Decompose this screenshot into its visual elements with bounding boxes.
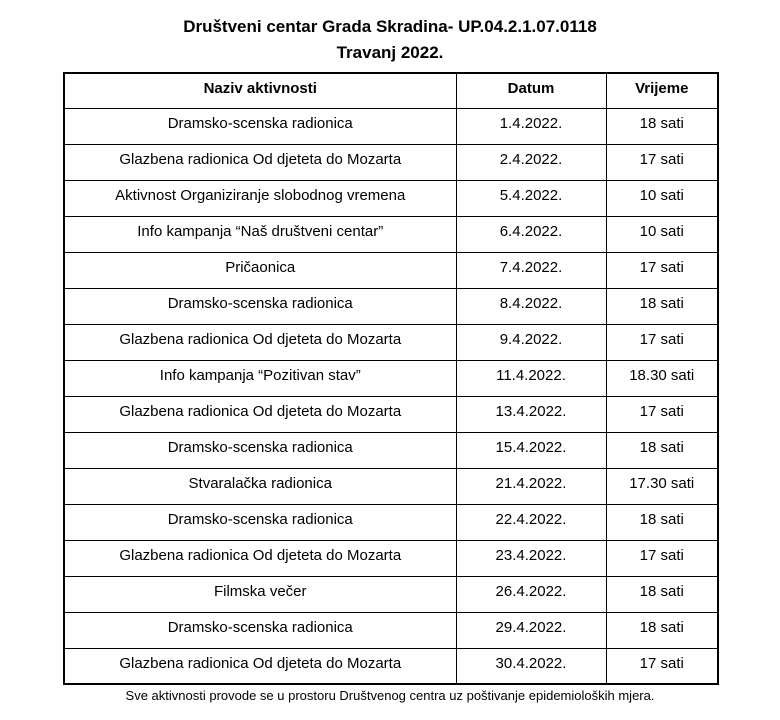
table-row <box>64 468 718 504</box>
cell-activity: Aktivnost Organiziranje slobodnog vremena <box>64 180 456 216</box>
table-row <box>64 432 718 468</box>
cell-time: 18 sati <box>606 504 718 540</box>
activity-schedule-table <box>63 72 719 685</box>
cell-date: 9.4.2022. <box>456 324 606 360</box>
table-row <box>64 324 718 360</box>
table-row <box>64 108 718 144</box>
cell-activity: Glazbena radionica Od djeteta do Mozarta <box>64 144 456 180</box>
cell-time: 10 sati <box>606 216 718 252</box>
cell-activity: Info kampanja “Pozitivan stav” <box>64 360 456 396</box>
cell-date: 29.4.2022. <box>456 612 606 648</box>
cell-activity: Dramsko-scenska radionica <box>64 432 456 468</box>
table-row <box>64 288 718 324</box>
cell-activity: Glazbena radionica Od djeteta do Mozarta <box>64 324 456 360</box>
cell-date: 21.4.2022. <box>456 468 606 504</box>
cell-date: 30.4.2022. <box>456 648 606 684</box>
cell-activity: Dramsko-scenska radionica <box>64 108 456 144</box>
cell-time: 17 sati <box>606 252 718 288</box>
table-header-time: Vrijeme <box>606 73 718 108</box>
cell-date: 5.4.2022. <box>456 180 606 216</box>
cell-time: 17 sati <box>606 324 718 360</box>
table-row <box>64 576 718 612</box>
cell-activity: Info kampanja “Naš društveni centar” <box>64 216 456 252</box>
cell-time: 17 sati <box>606 648 718 684</box>
table-row <box>64 504 718 540</box>
document-title-line2: Travanj 2022. <box>336 43 444 62</box>
cell-date: 22.4.2022. <box>456 504 606 540</box>
table-row <box>64 612 718 648</box>
table-row <box>64 252 718 288</box>
cell-activity: Pričaonica <box>64 252 456 288</box>
cell-activity: Dramsko-scenska radionica <box>64 288 456 324</box>
table-row <box>64 144 718 180</box>
cell-activity: Dramsko-scenska radionica <box>64 504 456 540</box>
table-header-date: Datum <box>456 73 606 108</box>
cell-time: 17 sati <box>606 144 718 180</box>
cell-time: 18 sati <box>606 288 718 324</box>
cell-date: 23.4.2022. <box>456 540 606 576</box>
cell-date: 15.4.2022. <box>456 432 606 468</box>
cell-time: 17 sati <box>606 540 718 576</box>
cell-time: 18.30 sati <box>606 360 718 396</box>
cell-activity: Glazbena radionica Od djeteta do Mozarta <box>64 540 456 576</box>
cell-activity: Dramsko-scenska radionica <box>64 612 456 648</box>
cell-date: 7.4.2022. <box>456 252 606 288</box>
table-row <box>64 540 718 576</box>
cell-time: 17.30 sati <box>606 468 718 504</box>
cell-date: 2.4.2022. <box>456 144 606 180</box>
cell-activity: Glazbena radionica Od djeteta do Mozarta <box>64 648 456 684</box>
cell-activity: Filmska večer <box>64 576 456 612</box>
cell-date: 1.4.2022. <box>456 108 606 144</box>
table-row <box>64 360 718 396</box>
table-row <box>64 648 718 684</box>
cell-time: 18 sati <box>606 108 718 144</box>
cell-activity: Glazbena radionica Od djeteta do Mozarta <box>64 396 456 432</box>
cell-date: 6.4.2022. <box>456 216 606 252</box>
cell-date: 26.4.2022. <box>456 576 606 612</box>
footer-note: Sve aktivnosti provode se u prostoru Društvenog centra uz poštivanje epidemioloških mjera. <box>125 688 655 703</box>
cell-date: 8.4.2022. <box>456 288 606 324</box>
table-row <box>64 396 718 432</box>
cell-activity: Stvaralačka radionica <box>64 468 456 504</box>
table-row <box>64 180 718 216</box>
table-header-row <box>64 73 718 108</box>
cell-time: 18 sati <box>606 612 718 648</box>
cell-time: 18 sati <box>606 576 718 612</box>
document-title <box>0 14 780 66</box>
cell-time: 17 sati <box>606 396 718 432</box>
cell-time: 10 sati <box>606 180 718 216</box>
cell-time: 18 sati <box>606 432 718 468</box>
table-header-activity: Naziv aktivnosti <box>64 73 456 108</box>
cell-date: 11.4.2022. <box>456 360 606 396</box>
cell-date: 13.4.2022. <box>456 396 606 432</box>
document-title-line1: Društveni centar Grada Skradina- UP.04.2.1.07.0118 <box>183 17 597 36</box>
table-row <box>64 216 718 252</box>
